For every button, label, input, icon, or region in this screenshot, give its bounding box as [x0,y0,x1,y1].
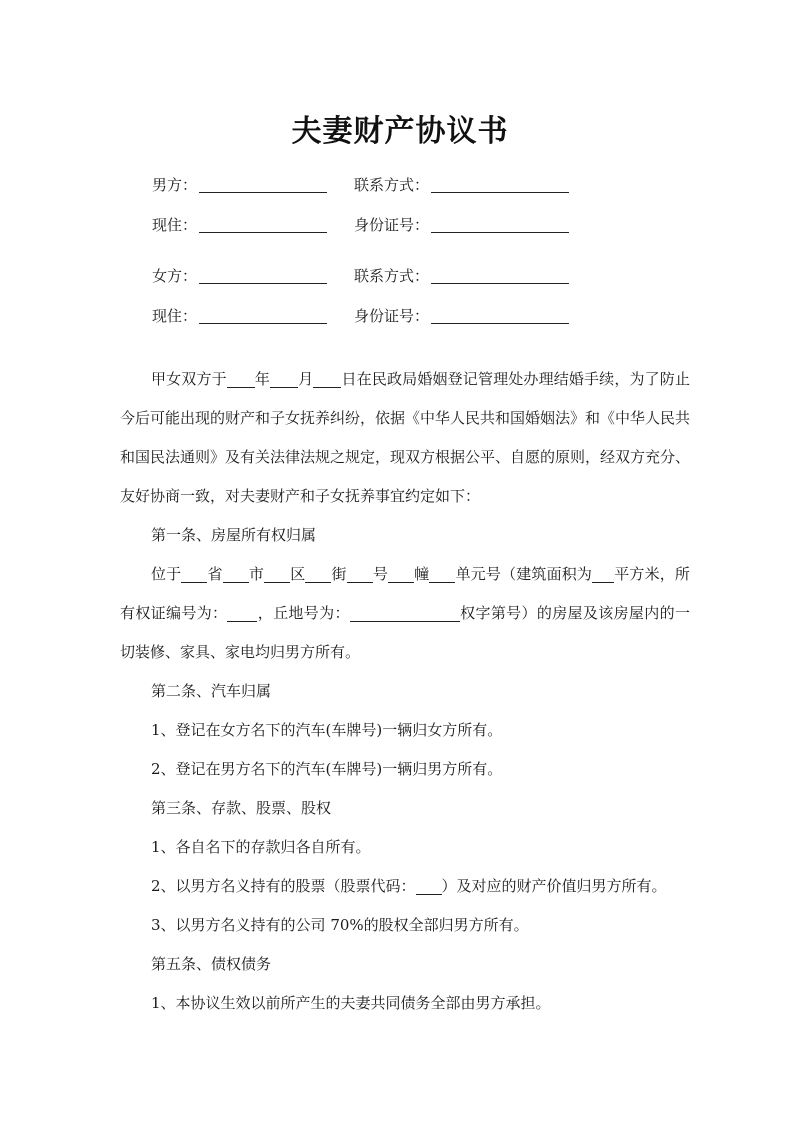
a1-text-j: ，丘地号为： [257,604,350,622]
certificate-blank[interactable] [227,603,257,622]
article2-item-2: 2、登记在男方名下的汽车(车牌号)一辆归男方所有。 [151,760,503,778]
female-address-field[interactable] [152,303,327,329]
female-name-field[interactable] [152,263,327,289]
article3-heading: 第三条、存款、股票、股权 [151,799,332,817]
a1-text-c: 市 [248,565,265,583]
male-contact-label: 联系方式： [354,176,430,194]
area-blank[interactable] [592,564,614,583]
a1-text-k: 权字第号）的房屋及该房屋内的一切装修、家具、家电均归男方所有。 [120,604,690,661]
unit-blank[interactable] [429,564,455,583]
male-name-label: 男方： [152,176,198,194]
female-row-2 [152,303,632,329]
lot-number-blank[interactable] [350,603,460,622]
province-blank[interactable] [181,564,207,583]
male-address-label: 现住： [152,216,198,234]
male-address-blank[interactable] [199,212,327,233]
female-contact-label: 联系方式： [354,267,430,285]
number-blank[interactable] [347,564,373,583]
male-id-blank[interactable] [431,212,569,233]
intro-text-1: 甲女双方于 [151,370,227,388]
male-name-field[interactable] [152,172,327,198]
male-id-field[interactable] [354,212,569,238]
a1-text-e: 街 [331,565,347,583]
male-name-blank[interactable] [199,172,327,193]
year-blank[interactable] [227,369,255,388]
article1-paragraph [120,555,690,672]
article5-heading: 第五条、债权债务 [151,955,272,973]
article2-heading: 第二条、汽车归属 [151,682,272,700]
a1-text-b: 省 [207,565,223,583]
intro-text-2: 年 [254,370,271,388]
street-blank[interactable] [305,564,331,583]
city-blank[interactable] [223,564,249,583]
intro-text-4: 日在民政局婚姻登记管理处办理结婚手续，为了防止今后可能出现的财产和子女抚养纠纷，依据《中华人民共和国婚姻法》和《中华人民共和国民法通则》及有关法律法规之规定，现双方根据公平、自愿的原则，经双方充分、友好协商一致，对夫妻财产和子女抚养事宜约定如下： [120,370,691,505]
male-row-2 [152,212,632,238]
female-contact-blank[interactable] [431,263,569,284]
article3-item-2 [120,867,690,906]
a1-text-h: 单元号（建筑面积为 [455,565,593,583]
article1-heading: 第一条、房屋所有权归属 [151,526,317,544]
a3-item2-text-b: ）及对应的财产价值归男方所有。 [441,877,667,895]
female-contact-field[interactable] [354,263,569,289]
a1-text-i: 平方米，所有权证编号为： [120,565,690,622]
a1-text-a: 位于 [151,565,182,583]
female-id-label: 身份证号： [354,307,430,325]
a1-text-g: 幢 [414,565,430,583]
female-id-field[interactable] [354,303,569,329]
female-name-label: 女方： [152,267,198,285]
male-contact-field[interactable] [354,172,569,198]
month-blank[interactable] [270,369,298,388]
female-id-blank[interactable] [431,303,569,324]
intro-paragraph [120,360,690,516]
female-name-blank[interactable] [199,263,327,284]
a1-text-d: 区 [290,565,306,583]
male-id-label: 身份证号： [354,216,430,234]
stock-code-blank[interactable] [416,876,442,895]
female-address-label: 现住： [152,307,198,325]
male-row-1 [152,172,632,198]
male-address-field[interactable] [152,212,327,238]
day-blank[interactable] [313,369,341,388]
agreement-body [120,360,690,1023]
document-title: 夫妻财产协议书 [291,114,509,149]
female-address-blank[interactable] [199,303,327,324]
female-row-1 [152,263,632,289]
district-blank[interactable] [264,564,290,583]
building-blank[interactable] [388,564,414,583]
article2-item-1: 1、登记在女方名下的汽车(车牌号)一辆归女方所有。 [151,721,503,739]
a1-text-f: 号 [372,565,389,583]
article3-item-3: 3、以男方名义持有的公司 70%的股权全部归男方所有。 [151,916,529,934]
male-contact-blank[interactable] [431,172,569,193]
intro-text-3: 月 [298,370,314,388]
article3-item-1: 1、各自名下的存款归各自所有。 [151,838,371,856]
article5-item-1: 1、本协议生效以前所产生的夫妻共同债务全部由男方承担。 [151,994,551,1012]
a3-item2-text-a: 2、以男方名义持有的股票（股票代码： [151,877,416,895]
